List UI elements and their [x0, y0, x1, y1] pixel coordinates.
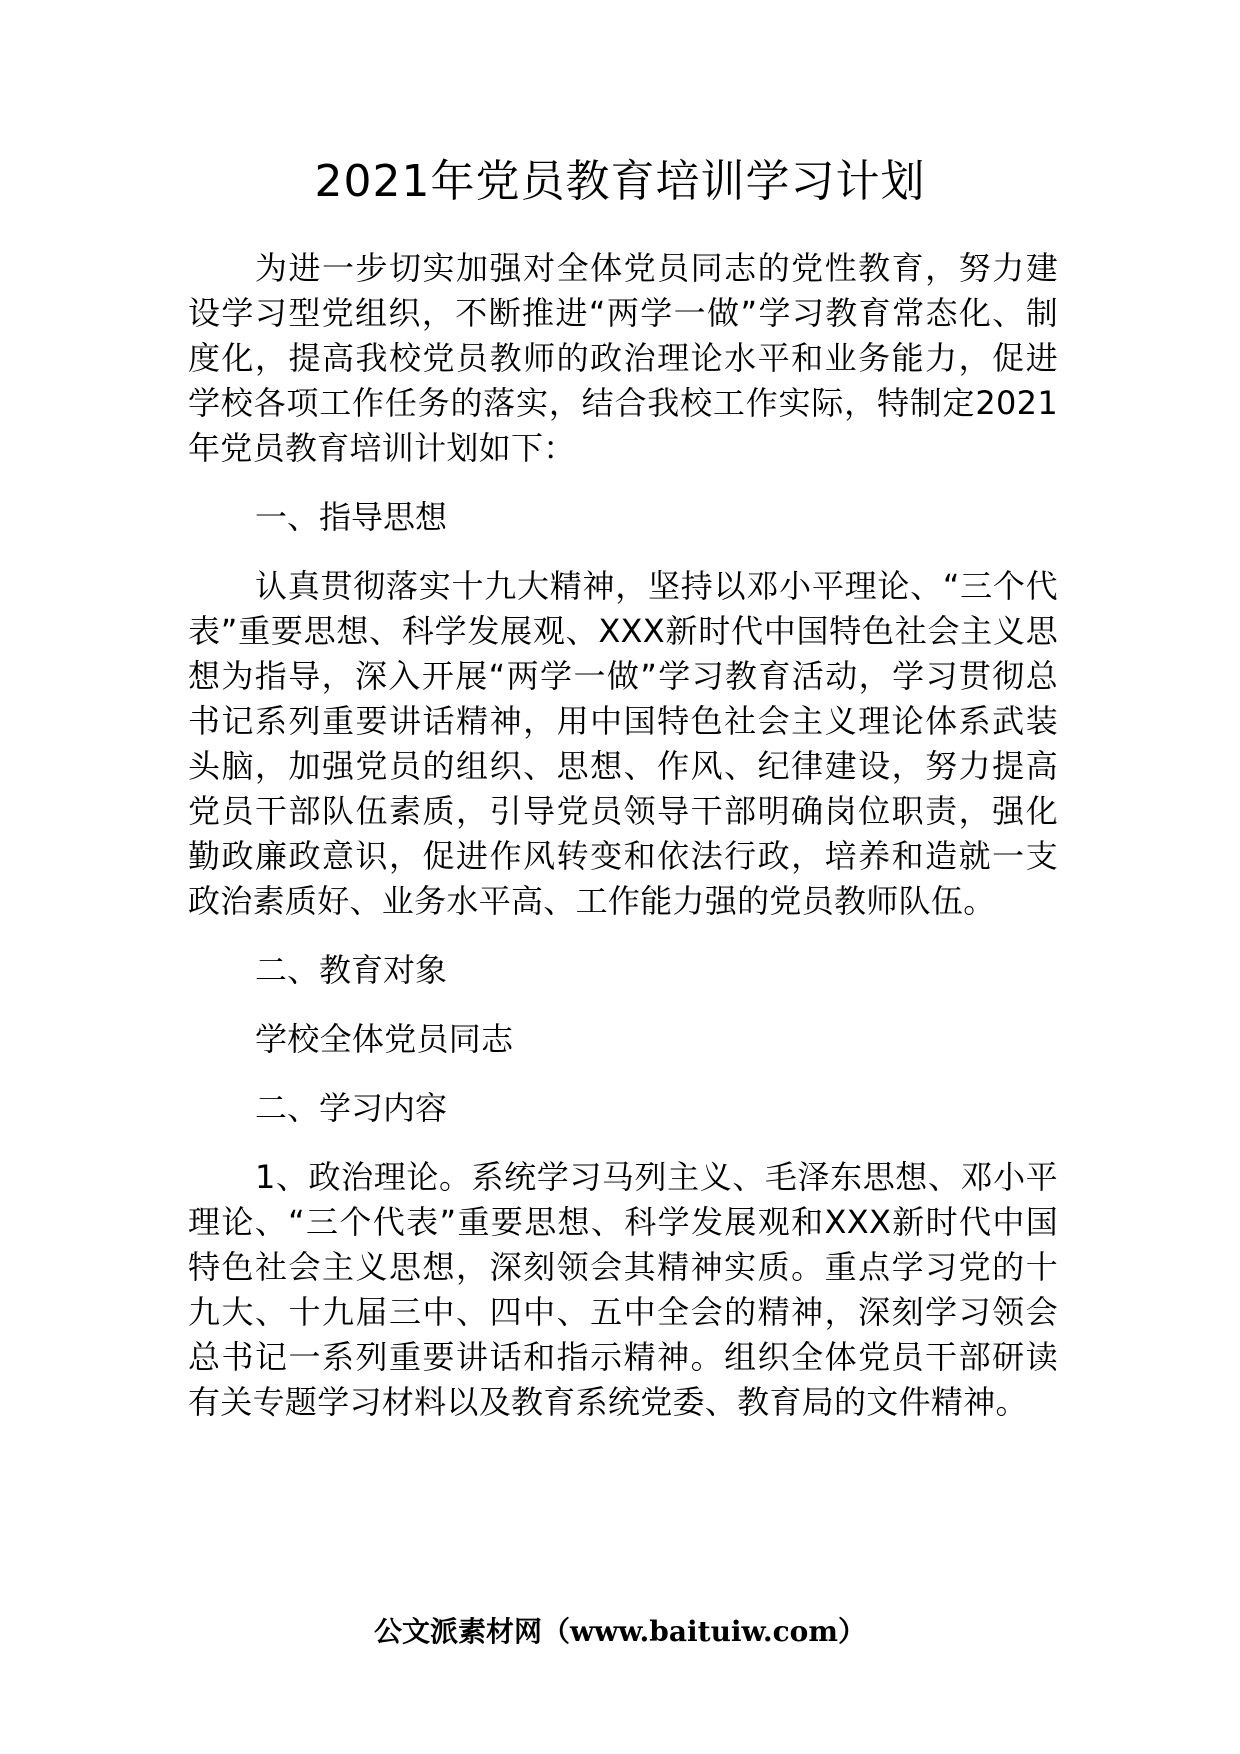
footer-watermark-text: 公文派素材网（www.baituiw.com）: [374, 1615, 866, 1648]
section-text-study-content: 1、政治理论。系统学习马列主义、毛泽东思想、邓小平理论、“三个代表”重要思想、科学发展观和XXX新时代中国特色社会主义思想，深刻领会其精神实质。重点学习党的十九大、十九届三中、四中、五中全会的精神，深刻学习领会总书记一系列重要讲话和指示精神。组织全体党员干部研读有关专题学习材料以及教育系统党委、教育局的文件精神。: [188, 1158, 1058, 1421]
section-heading-guiding-thought: 一、指导思想: [255, 498, 448, 536]
section-heading-education-target: 二、教育对象: [255, 951, 448, 989]
intro-paragraph: 为进一步切实加强对全体党员同志的党性教育，努力建设学习型党组织，不断推进“两学一做”学习教育常态化、制度化，提高我校党员教师的政治理论水平和业务能力，促进学校各项工作任务的落实，结合我校工作实际，特制定2021年党员教育培训计划如下：: [188, 249, 1058, 467]
document-title: 2021年党员教育培训学习计划: [314, 156, 926, 207]
section-text-education-target: 学校全体党员同志: [255, 1020, 514, 1058]
section-text-guiding-thought: 认真贯彻落实十九大精神，坚持以邓小平理论、“三个代表”重要思想、科学发展观、XXX新时代中国特色社会主义思想为指导，深入开展“两学一做”学习教育活动，学习贯彻总书记系列重要讲话精神，用中国特色社会主义理论体系武装头脑，加强党员的组织、思想、作风、纪律建设，努力提高党员干部队伍素质，引导党员领导干部明确岗位职责，强化勤政廉政意识，促进作风转变和依法行政，培养和造就一支政治素质好、业务水平高、工作能力强的党员教师队伍。: [188, 567, 1058, 920]
section-heading-study-content: 二、学习内容: [255, 1089, 448, 1127]
document-body: [188, 246, 1058, 1449]
